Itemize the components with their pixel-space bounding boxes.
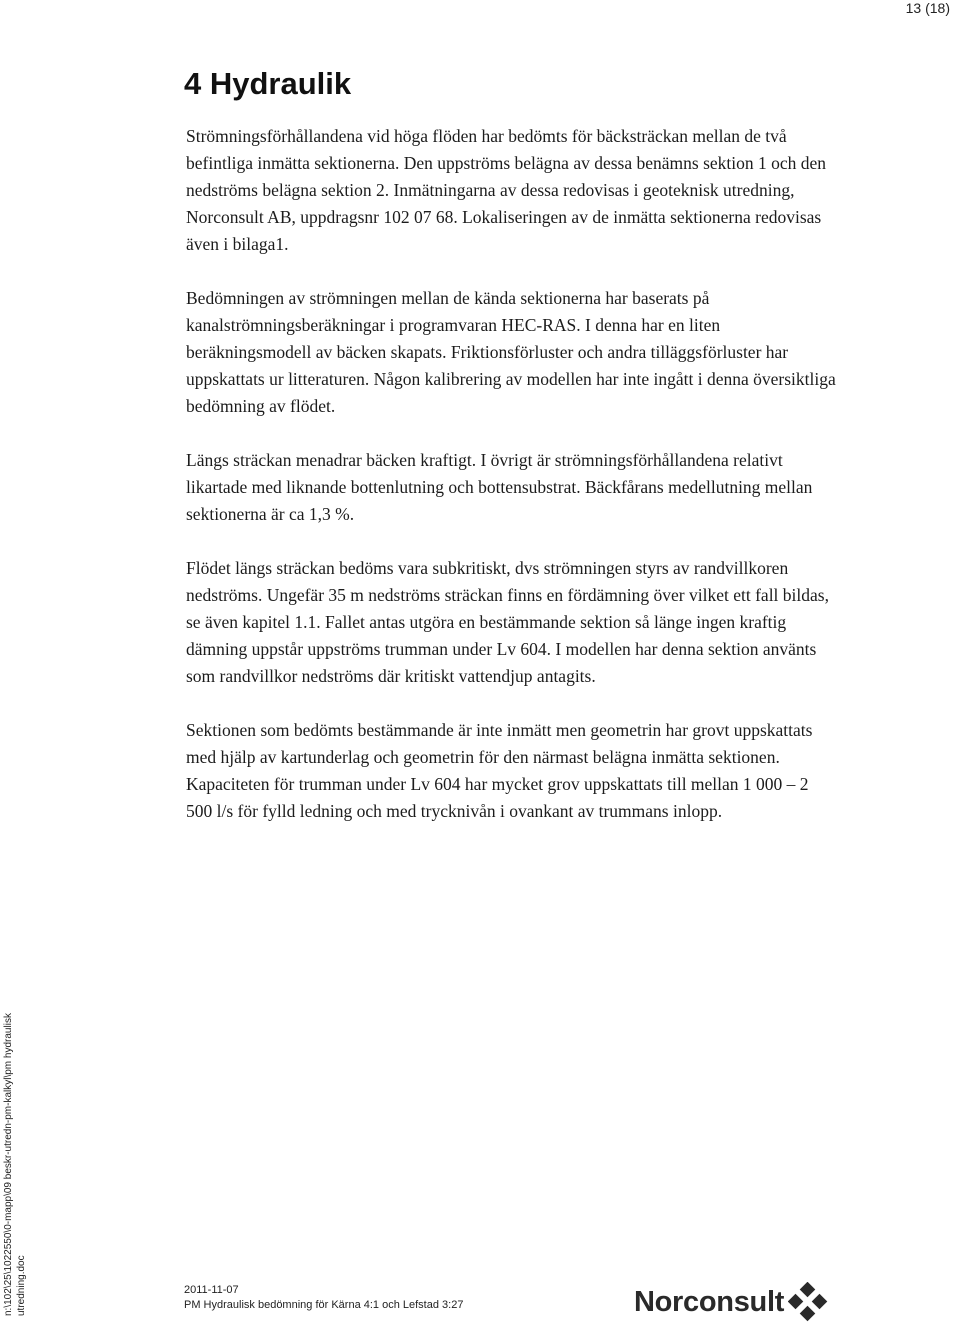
file-path-line-2: utredning.doc: [16, 1255, 27, 1316]
file-path-line-1: n:\102\25\1022550\0-mapp\09 beskr-utredn-pm-kalkyl\pm hydraulisk: [3, 1013, 14, 1316]
paragraph-3: Längs sträckan menadrar bäcken kraftigt. I övrigt är strömningsförhållandena relativt likartade med liknande bottenlutning och bottensubstrat. Bäckfårans medellutning mellan sektionerna är ca 1,3 %.: [186, 450, 813, 524]
footer-document-title: PM Hydraulisk bedömning för Kärna 4:1 och Lefstad 3:27: [184, 1299, 464, 1311]
logo-wordmark: Norconsult: [634, 1285, 785, 1318]
page-number: 13 (18): [905, 0, 950, 16]
norconsult-logo: [634, 1282, 828, 1322]
norconsult-diamond-logo-icon: [788, 1282, 828, 1322]
paragraph-4: Flödet längs sträckan bedöms vara subkritiskt, dvs strömningen styrs av randvillkoren nedströms. Ungefär 35 m nedströms sträckan finns en fördämning över vilket ett fall bildas, se även kapitel 1.1. Fallet antas utgöra en bestämmande sektion så länge ingen kraftig dämning uppstår uppströms trumman under Lv 604. I modellen har denna sektion använts som randvillkor nedströms där kritiskt vattendjup antagits.: [186, 558, 829, 686]
file-path-margin: [2, 1013, 28, 1316]
section-heading: 4 Hydraulik: [184, 66, 352, 101]
paragraph-1: Strömningsförhållandena vid höga flöden har bedömts för bäcksträckan mellan de två befintliga inmätta sektionerna. Den uppströms belägna av dessa benämns sektion 1 och den nedströms belägna sektion 2. Inmätningarna av dessa redovisas i geoteknisk utredning, Norconsult AB, uppdragsnr 102 07 68. Lokaliseringen av de inmätta sektionerna redovisas även i bilaga1.: [186, 126, 827, 254]
paragraph-5: Sektionen som bedömts bestämmande är inte inmätt men geometrin har grovt uppskattats med hjälp av kartunderlag och geometrin för den närmast belägna inmätta sektionen. Kapaciteten för trumman under Lv 604 har mycket grov uppskattats till mellan 1 000 – 2 500 l/s för fylld ledning och med trycknivån i ovankant av trummans inlopp.: [186, 720, 813, 821]
body-text: [186, 123, 836, 852]
paragraph-2: Bedömningen av strömningen mellan de kända sektionerna har baserats på kanalströmningsberäkningar i programvaran HEC-RAS. I denna har en liten beräkningsmodell av bäcken skapats. Friktionsförluster och andra tilläggsförluster har uppskattats ur litteraturen. Någon kalibrering av modellen har inte ingått i denna översiktliga bedömning av flödet.: [186, 288, 836, 416]
footer-date: 2011-11-07: [184, 1284, 239, 1296]
